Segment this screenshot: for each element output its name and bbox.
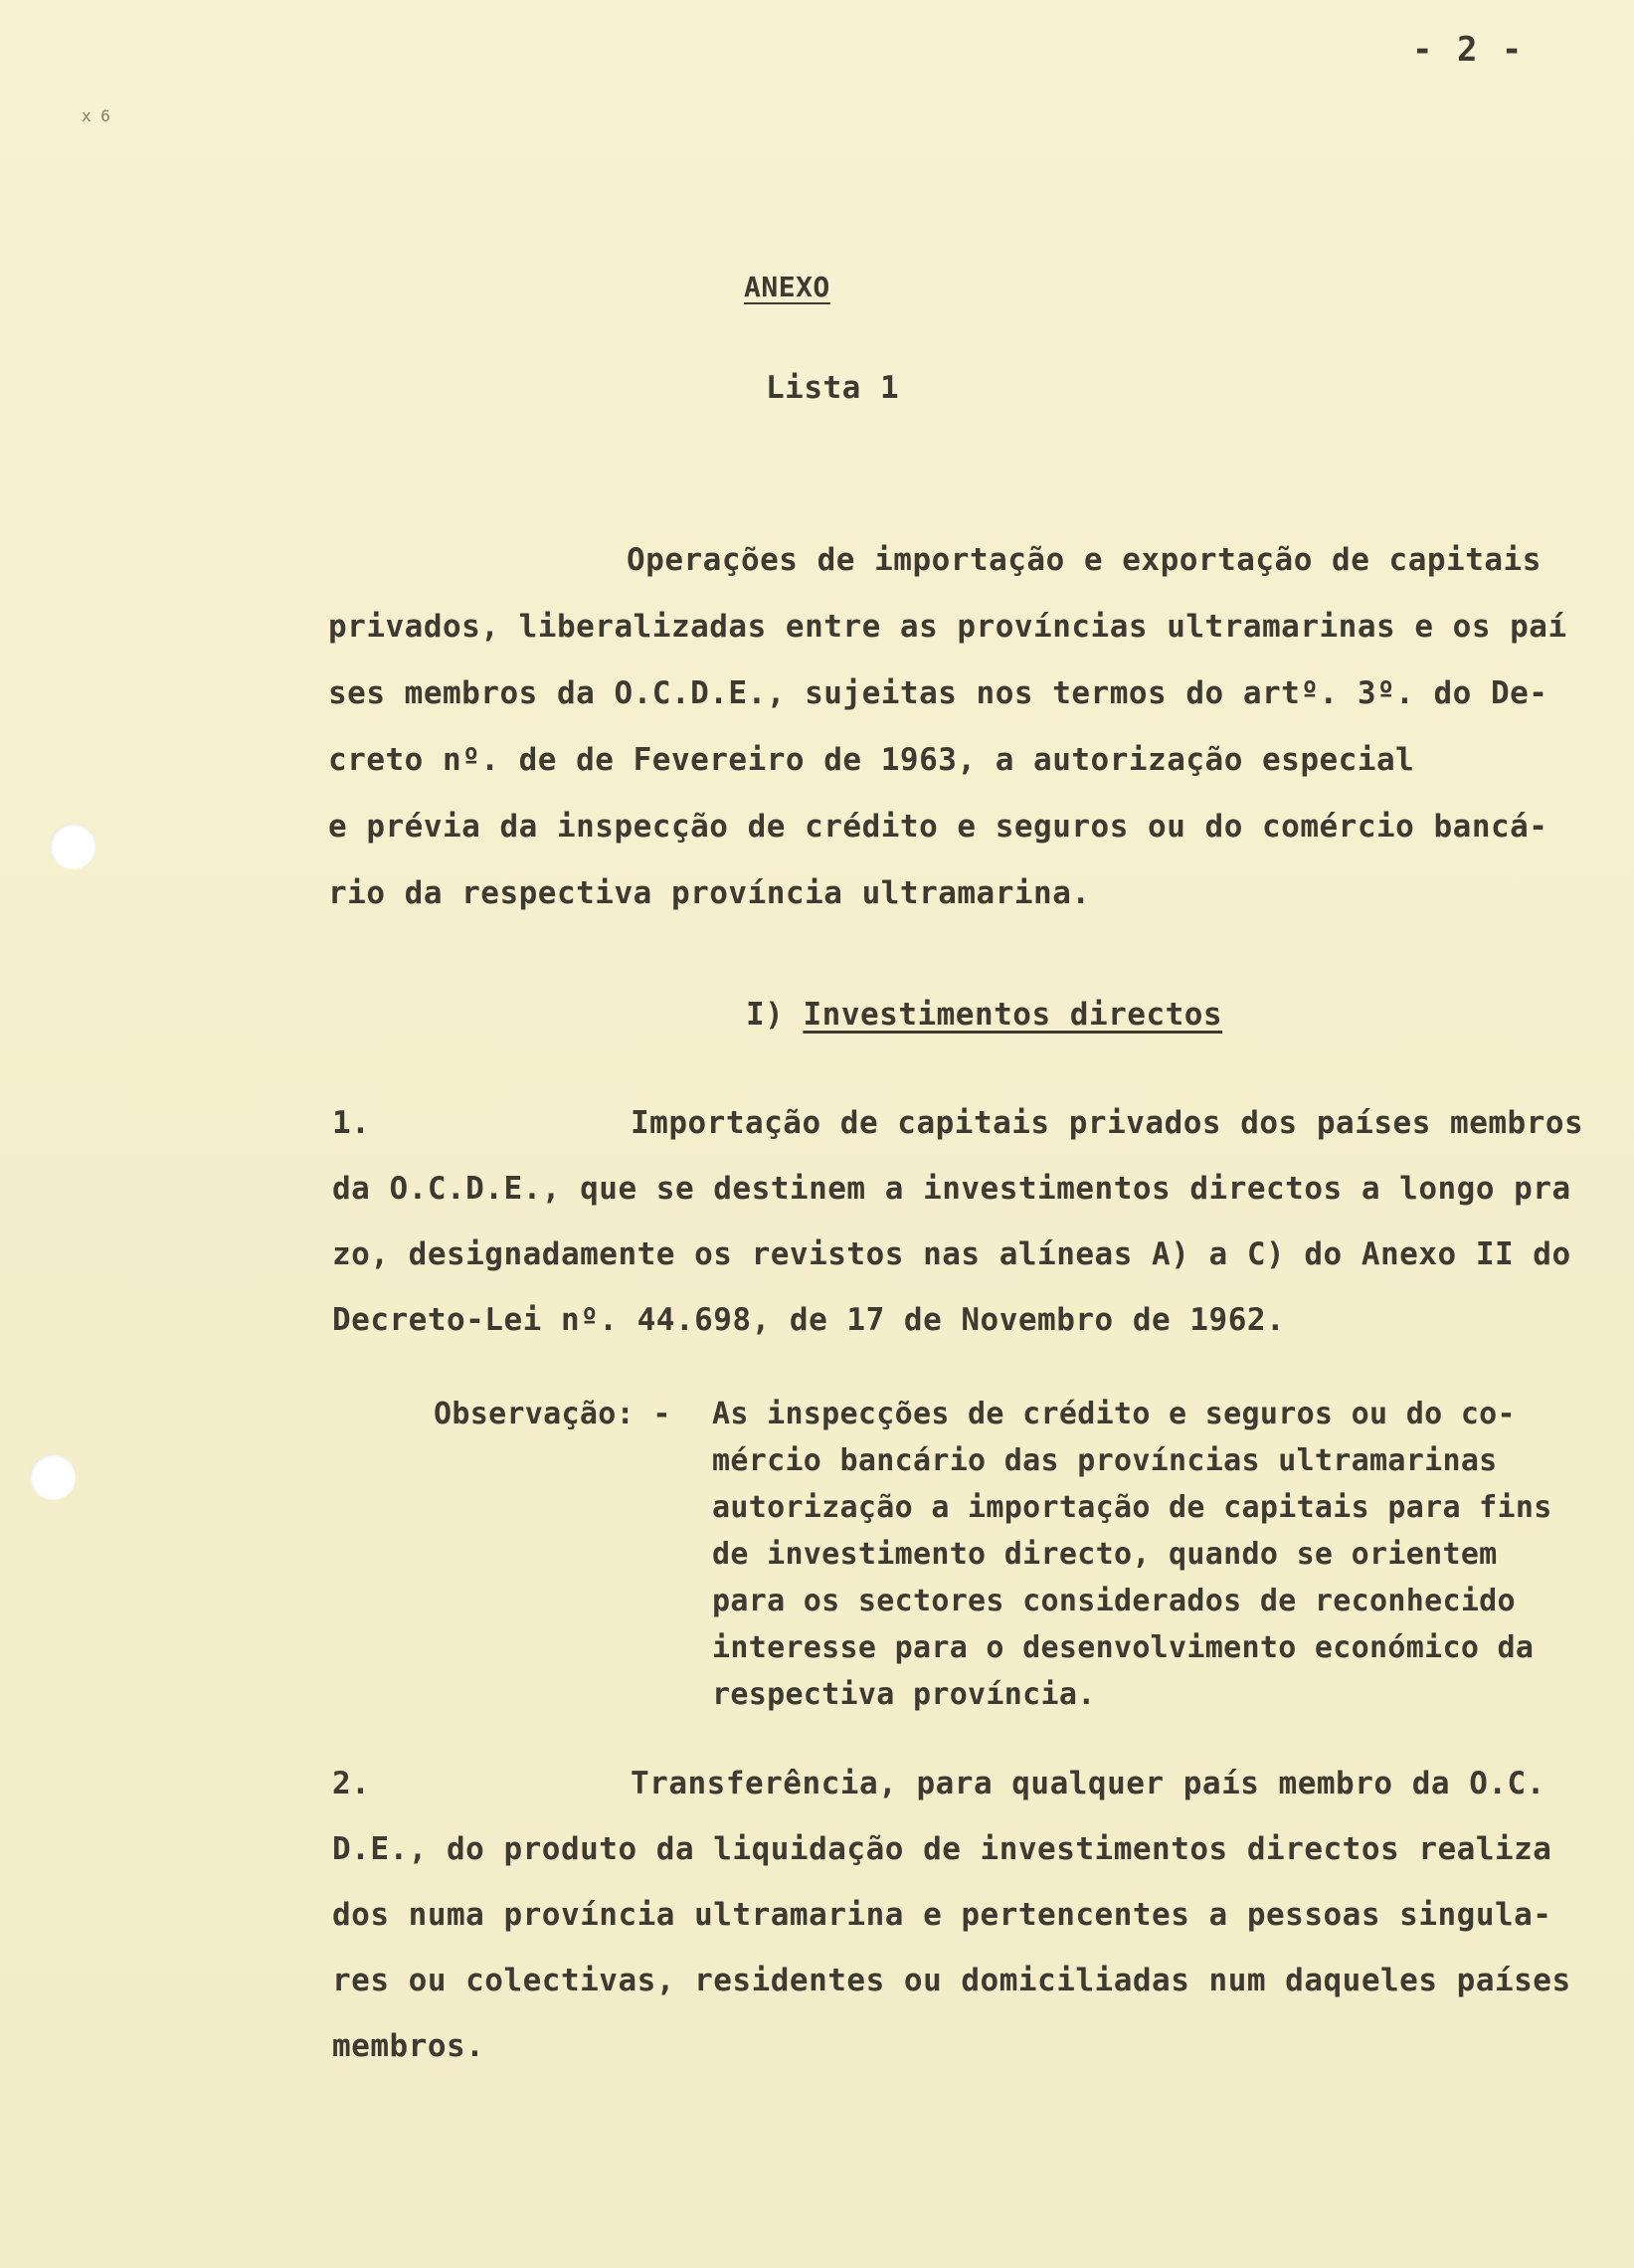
observation-line: As inspecções de crédito e seguros ou do co- [712,1397,1516,1431]
page-number: - 2 - [1412,30,1525,70]
observation-line: respectiva província. [712,1677,1096,1712]
intro-line: e prévia da inspecção de crédito e seguros ou do comércio bancá- [328,809,1548,845]
item-line: Transferência, para qualquer país membro da O.C. [631,1766,1545,1801]
list-item [332,1751,1625,2079]
annex-title: ANEXO [744,271,830,303]
intro-line: creto nº. de de Fevereiro de 1963, a autorização especial [328,742,1415,778]
item-line: D.E., do produto da liquidação de investimentos directos realiza [332,1831,1552,1867]
observation-label: Observação: - [434,1397,671,1431]
item-number: 1. [332,1105,371,1141]
item-line: Decreto-Lei nº. 44.698, de 17 de Novembro de 1962. [332,1302,1286,1338]
punch-hole [30,1454,76,1500]
list-item [332,1090,1625,1353]
item-number: 2. [332,1766,371,1801]
observation-line: para os sectores considerados de reconhecido [712,1584,1516,1618]
intro-line: Operações de importação e exportação de capitais [627,542,1542,578]
section-number: I) [746,997,785,1033]
item-line: Importação de capitais privados dos países membros [631,1105,1584,1141]
section-title: Investimentos directos [803,997,1223,1033]
item-line: zo, designadamente os revistos nas alíneas A) a C) do Anexo II do [332,1236,1571,1272]
intro-line: ses membros da O.C.D.E., sujeitas nos termos do artº. 3º. do De- [328,675,1548,711]
item-line: dos numa província ultramarina e pertencentes a pessoas singula- [332,1897,1552,1933]
intro-paragraph [328,527,1621,927]
observation-body [712,1391,1607,1718]
observation-line: de investimento directo, quando se orientem [712,1537,1498,1572]
observation-line: mércio bancário das províncias ultramarinas [712,1443,1498,1478]
item-line: res ou colectivas, residentes ou domiciliadas num daqueles países [332,1963,1571,1998]
section-heading [746,997,1222,1033]
observation-line: autorização a importação de capitais para fins [712,1490,1552,1525]
item-line: da O.C.D.E., que se destinem a investimentos directos a longo pra [332,1171,1571,1207]
intro-line: rio da respectiva província ultramarina. [328,875,1091,911]
list-title: Lista 1 [766,370,900,406]
intro-line: privados, liberalizadas entre as províncias ultramarinas e os paí [328,609,1567,645]
punch-hole [50,824,95,869]
item-line: membros. [332,2028,485,2064]
observation-line: interesse para o desenvolvimento económico da [712,1630,1535,1665]
margin-mark: x 6 [82,106,110,125]
